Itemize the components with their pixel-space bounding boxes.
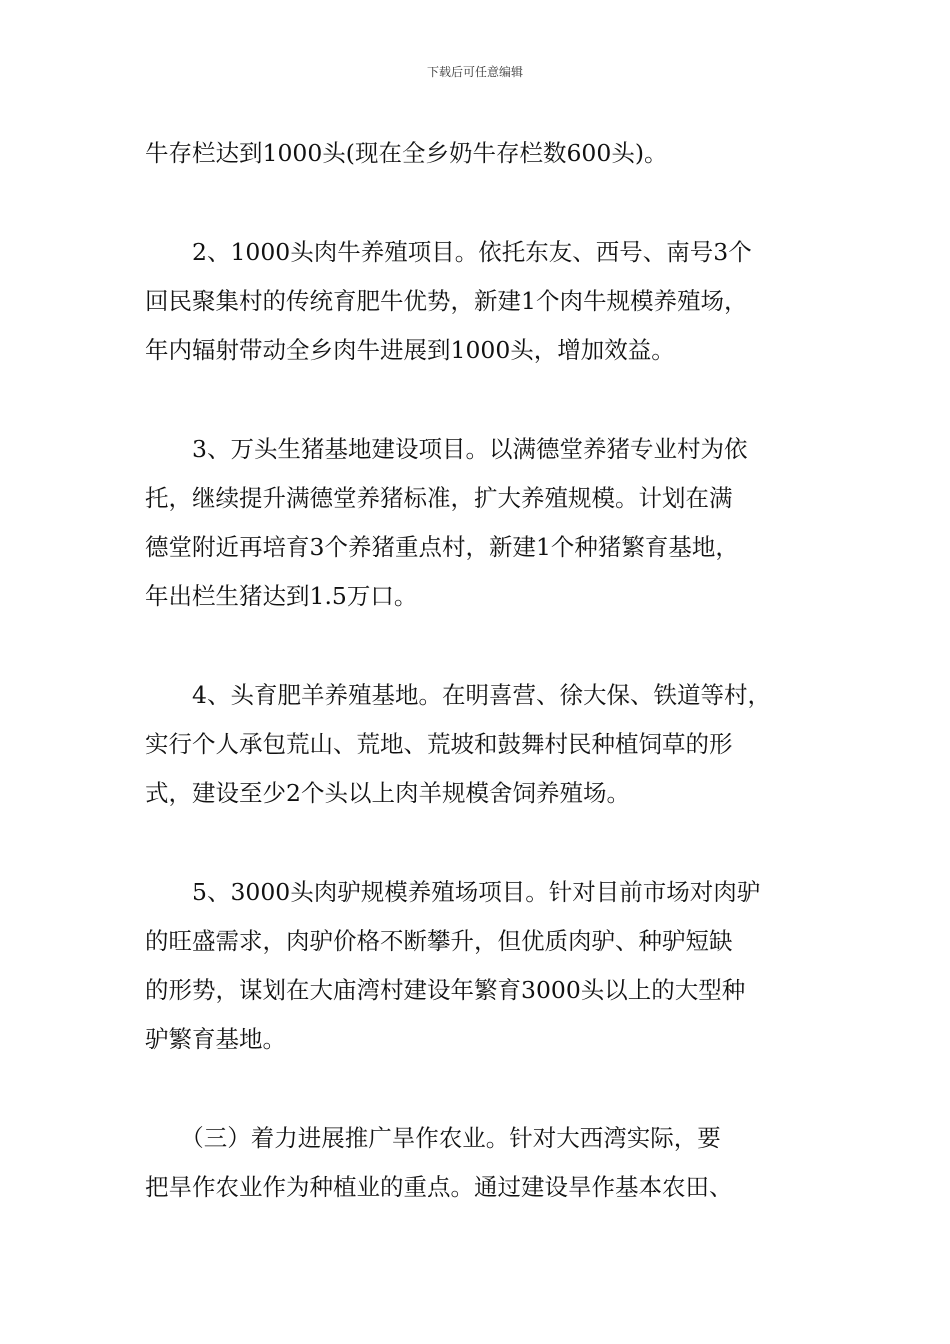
text-line: 2、1000头肉牛养殖项目。依托东友、西号、南号3个: [145, 238, 752, 266]
paragraph-spacer: [145, 178, 810, 228]
text-line: 4、头育肥羊养殖基地。在明喜营、徐大保、铁道等村，: [145, 681, 771, 709]
text-line: 年内辐射带动全乡肉牛进展到1000头，增加效益。: [145, 336, 675, 364]
text-line: 牛存栏达到1000头(现在全乡奶牛存栏数600头)。: [145, 139, 668, 167]
text-line: 5、3000头肉驴规模养殖场项目。针对目前市场对肉驴: [145, 878, 761, 906]
paragraph-spacer: [145, 375, 810, 425]
paragraph-sheep-base: [145, 671, 810, 818]
text-line: （三）着力进展推广旱作农业。针对大西湾实际，要: [145, 1124, 721, 1152]
text-line: 回民聚集村的传统育肥牛优势，新建1个肉牛规模养殖场，: [145, 287, 748, 315]
paragraph-spacer: [145, 818, 810, 868]
page-header: [0, 64, 950, 80]
document-body: [145, 129, 810, 1212]
text-line: 驴繁育基地。: [145, 1025, 286, 1053]
paragraph-beef-cattle-project: [145, 228, 810, 375]
text-line: 把旱作农业作为种植业的重点。通过建设旱作基本农田、: [145, 1173, 733, 1201]
paragraph-dairy-continuation: [145, 129, 810, 178]
paragraph-pig-base-project: [145, 425, 810, 621]
text-line: 的形势，谋划在大庙湾村建设年繁育3000头以上的大型种: [145, 976, 746, 1004]
paragraph-spacer: [145, 621, 810, 671]
text-line: 的旺盛需求，肉驴价格不断攀升，但优质肉驴、种驴短缺: [145, 927, 733, 955]
paragraph-dryland-farming: [145, 1114, 810, 1212]
text-line: 德堂附近再培育3个养猪重点村，新建1个种猪繁育基地，: [145, 533, 739, 561]
text-line: 托，继续提升满德堂养猪标准，扩大养殖规模。计划在满: [145, 484, 733, 512]
header-text: 下载后可任意编辑: [426, 65, 523, 79]
text-line: 年出栏生猪达到1.5万口。: [145, 582, 418, 610]
text-line: 实行个人承包荒山、荒地、荒坡和鼓舞村民种植饲草的形: [145, 730, 733, 758]
text-line: 3、万头生猪基地建设项目。以满德堂养猪专业村为依: [145, 435, 748, 463]
paragraph-spacer: [145, 1064, 810, 1114]
text-line: 式，建设至少2个头以上肉羊规模舍饲养殖场。: [145, 779, 630, 807]
paragraph-donkey-project: [145, 868, 810, 1064]
